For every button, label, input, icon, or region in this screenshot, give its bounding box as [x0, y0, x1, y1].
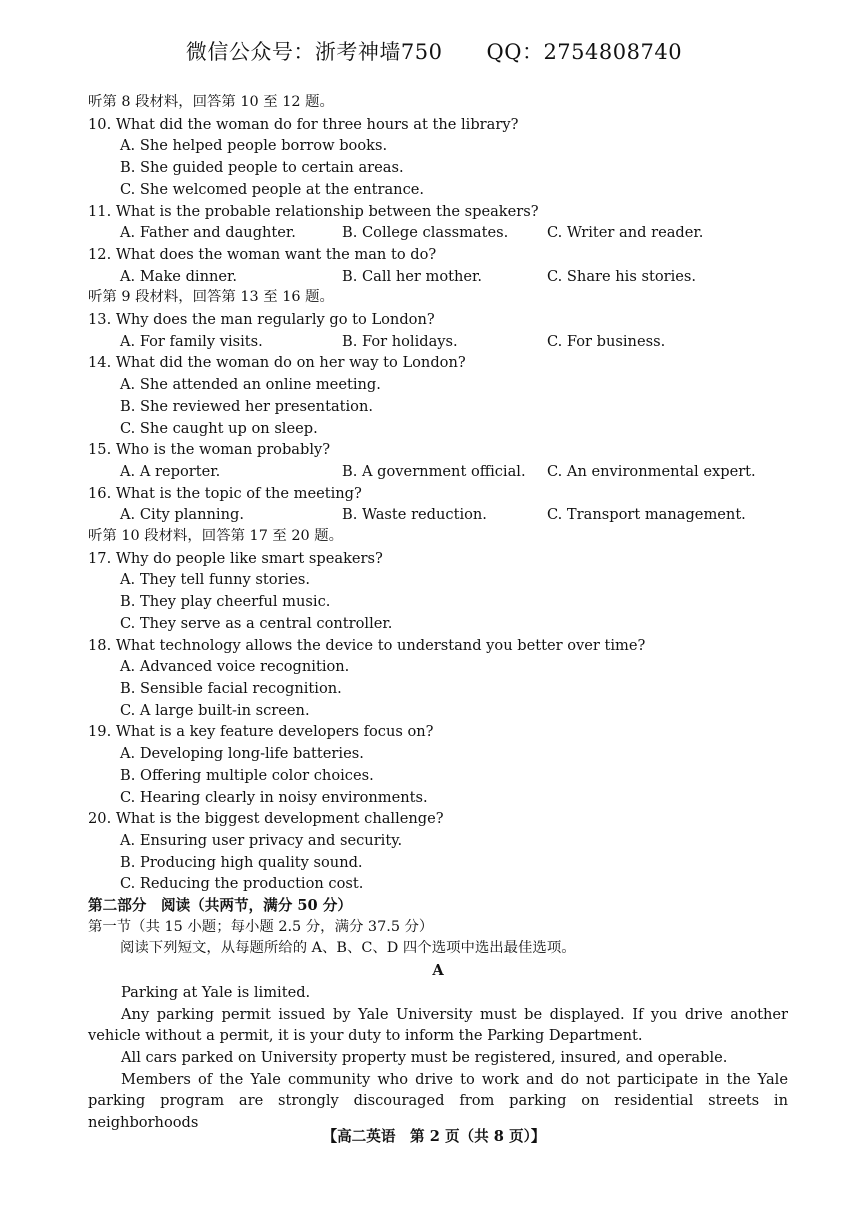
question-19-stem: 19. What is a key feature developers focus on? — [88, 723, 434, 741]
question-15-option-c: C. An environmental expert. — [547, 462, 756, 480]
question-19-option-b: B. Offering multiple color choices. — [120, 766, 374, 784]
question-17-stem: 17. Why do people like smart speakers? — [88, 549, 383, 567]
question-18-option-b: B. Sensible facial recognition. — [120, 679, 342, 697]
question-19-option-c: C. Hearing clearly in noisy environments. — [120, 788, 428, 806]
question-12-options — [88, 266, 788, 288]
question-15-stem: 15. Who is the woman probably? — [88, 441, 331, 459]
qq-number: QQ：2754808740 — [486, 40, 683, 64]
question-11-option-c: C. Writer and reader. — [547, 224, 704, 242]
passage-paragraph: Parking at Yale is limited. — [121, 983, 311, 1001]
question-13-option-c: C. For business. — [547, 332, 666, 350]
question-16-option-c: C. Transport management. — [547, 506, 746, 524]
question-17-option-c: C. They serve as a central controller. — [120, 614, 393, 632]
question-14-option-a: A. She attended an online meeting. — [120, 376, 381, 394]
passage-paragraph: All cars parked on University property must be registered, insured, and operable. — [121, 1048, 728, 1066]
wechat-account: 微信公众号：浙考神墙750 — [185, 40, 443, 64]
section-heading-8: 听第 8 段材料，回答第 10 至 12 题。 — [88, 94, 334, 110]
passage-label: A — [432, 962, 444, 980]
question-17-option-a: A. They tell funny stories. — [120, 571, 310, 589]
question-20-option-b: B. Producing high quality sound. — [120, 853, 363, 871]
question-18-option-a: A. Advanced voice recognition. — [120, 658, 350, 676]
question-14-stem: 14. What did the woman do on her way to London? — [88, 354, 466, 372]
question-12-option-c: C. Share his stories. — [547, 267, 697, 285]
question-12-option-a: A. Make dinner. — [120, 267, 238, 285]
question-15-options — [88, 461, 788, 483]
question-13-option-b: B. For holidays. — [342, 332, 458, 350]
question-18-option-c: C. A large built-in screen. — [120, 701, 310, 719]
question-16-option-b: B. Waste reduction. — [342, 506, 487, 524]
question-20-option-a: A. Ensuring user privacy and security. — [120, 831, 403, 849]
part-two-section-one: 第一节（共 15 小题；每小题 2.5 分，满分 37.5 分） — [88, 918, 434, 935]
section-heading-10: 听第 10 段材料，回答第 17 至 20 题。 — [88, 528, 344, 545]
question-10-stem: 10. What did the woman do for three hours at the library? — [88, 115, 519, 133]
page-header — [0, 36, 868, 66]
question-20-option-c: C. Reducing the production cost. — [120, 875, 364, 893]
question-20-stem: 20. What is the biggest development challenge? — [88, 810, 444, 828]
question-12-option-b: B. Call her mother. — [342, 267, 483, 285]
question-11-option-b: B. College classmates. — [342, 224, 509, 242]
section-heading-9: 听第 9 段材料，回答第 13 至 16 题。 — [88, 289, 334, 306]
part-two-title: 第二部分 阅读（共两节，满分 50 分） — [88, 897, 352, 915]
passage-paragraph: Any parking permit issued by Yale University must be displayed. If you drive another vehicle without a permit, it is your duty to inform the Parking Department. — [88, 1005, 788, 1045]
question-19-option-a: A. Developing long-life batteries. — [120, 745, 364, 763]
question-15-option-a: A. A reporter. — [120, 462, 221, 480]
question-17-option-b: B. They play cheerful music. — [120, 593, 331, 611]
passage-paragraph: Members of the Yale community who drive to work and do not participate in the Yale parking program are strongly discouraged from parking on residential streets in neighborhoods — [88, 1070, 788, 1132]
question-14-option-c: C. She caught up on sleep. — [120, 419, 318, 437]
question-11-option-a: A. Father and daughter. — [120, 224, 296, 242]
question-10-option-a: A. She helped people borrow books. — [120, 137, 388, 155]
question-13-stem: 13. Why does the man regularly go to London? — [88, 311, 435, 329]
question-14-option-b: B. She reviewed her presentation. — [120, 397, 373, 415]
reading-instruction: 阅读下列短文，从每题所给的 A、B、C、D 四个选项中选出最佳选项。 — [120, 940, 576, 957]
question-13-options — [88, 331, 788, 353]
question-16-option-a: A. City planning. — [120, 506, 244, 524]
question-11-options — [88, 222, 788, 244]
exam-content — [88, 92, 788, 1134]
question-16-options — [88, 504, 788, 526]
question-15-option-b: B. A government official. — [342, 462, 526, 480]
question-10-option-c: C. She welcomed people at the entrance. — [120, 180, 425, 198]
question-12-stem: 12. What does the woman want the man to do? — [88, 245, 437, 263]
question-16-stem: 16. What is the topic of the meeting? — [88, 484, 362, 502]
question-11-stem: 11. What is the probable relationship between the speakers? — [88, 202, 539, 220]
question-13-option-a: A. For family visits. — [120, 332, 263, 350]
question-10-option-b: B. She guided people to certain areas. — [120, 159, 404, 177]
page-footer: 【高二英语 第 2 页（共 8 页）】 — [322, 1128, 546, 1145]
question-18-stem: 18. What technology allows the device to understand you better over time? — [88, 636, 646, 654]
